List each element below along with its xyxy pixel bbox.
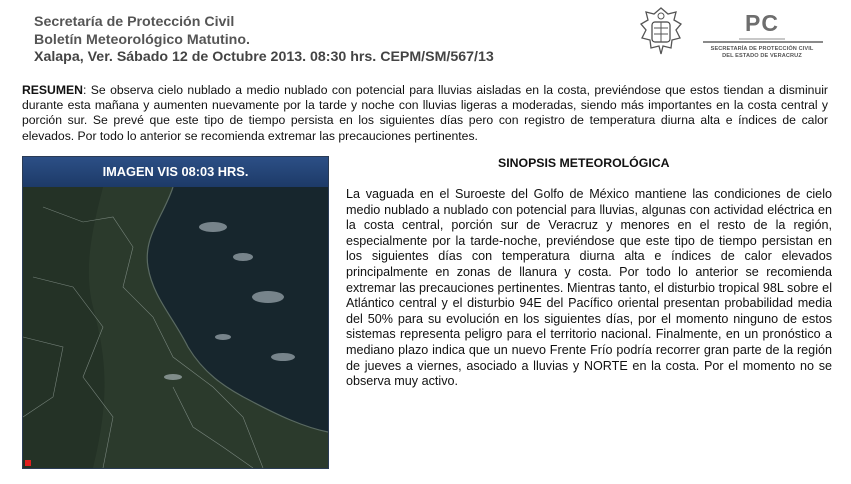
satellite-map-icon [23,187,328,468]
summary-text: : Se observa cielo nublado a medio nublado con potencial para lluvias aisladas en la costa, previéndose que estos tiendan a disminuir durante esta mañana y aumenten nuevamente por la tarde y noche con lluvias ligeras a moderadas, siendo más importantes en la costa central y porción sur. Se prevé que este tipo de tiempo persista en los siguientes días pero con registro de temperatura diurna alta e índices de calor elevados. Por todo lo anterior se recomienda extremar las precauciones pertinentes. [22,83,828,143]
bulletin-title: Boletín Meteorológico Matutino. [34,31,250,48]
veracruz-seal-icon [636,6,686,58]
logo-text-2: DEL ESTADO DE VERACRUZ [722,53,802,59]
bulletin-header [34,14,594,67]
satellite-caption: IMAGEN VIS 08:03 HRS. [23,157,328,187]
proteccion-civil-logo [697,10,827,62]
synopsis-paragraph: La vaguada en el Suroeste del Golfo de México mantiene las condiciones de cielo medio nublado a nublado con potencial para lluvias, algunas con actividad eléctrica en la costa central, porción sur de Veracruz y menores en el resto de la región, especialmente por la tarde-noche, previéndose que este tipo de tiempo persistan en los siguientes días con temperatura diurna alta e índices de calor elevados principalmente en zonas de llanura y costa. Por todo lo anterior se recomienda extremar las precauciones pertinentes. Mientras tanto, el disturbio tropical 98L sobre el Atlántico central y el disturbio 94E del Pacífico oriental presentan probabilidad media del 50% para su evolución en los siguientes días, por el momento ninguno de estos sistemas representa peligro para el territorio nacional. Finalmente, en un pronóstico a mediano plazo indica que un nuevo Frente Frío podría recorrer gran parte de la región de jueves a viernes, asociado a lluvias y NORTE en la costa. Por el momento no se observa muy activo. [346,187,832,389]
agency-name: Secretaría de Protección Civil [34,14,235,30]
summary-paragraph [22,83,828,144]
logo-mark: PC [745,10,779,36]
logo-rule [703,41,823,43]
bulletin-date-ref: Xalapa, Ver. Sábado 12 de Octubre 2013. 08:30 hrs. CEPM/SM/567/13 [34,49,494,65]
synopsis-title: SINOPSIS METEOROLÓGICA [498,156,670,170]
logo-flag-icon [25,460,31,466]
satellite-image [22,156,329,469]
logo-text-1: SECRETARÍA DE PROTECCIÓN CIVIL [710,46,814,52]
summary-label: RESUMEN [22,83,83,97]
logo-accent-line [739,38,785,40]
